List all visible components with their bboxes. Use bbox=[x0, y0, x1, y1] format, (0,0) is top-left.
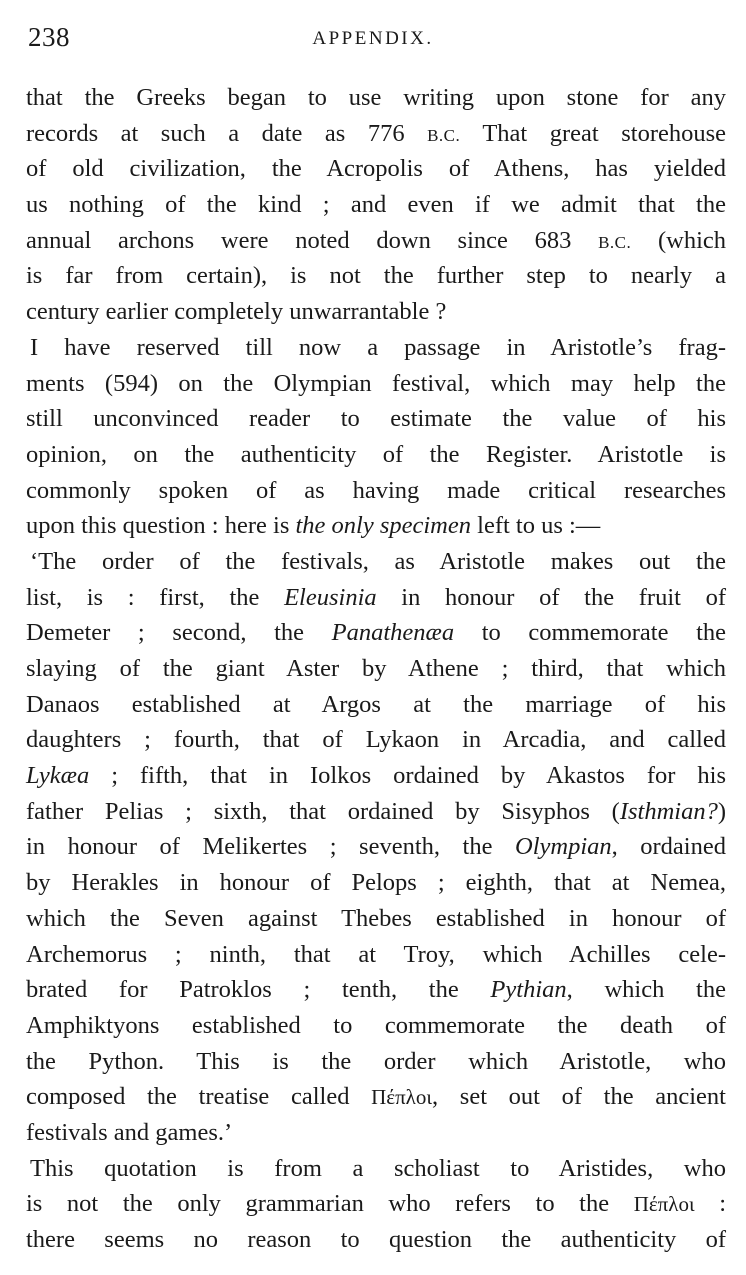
text-line: This quotation is from a scholiast to Aristides, who bbox=[30, 1154, 726, 1182]
text-line: list, is : first, the Eleusinia in honour of the fruit of bbox=[26, 583, 727, 611]
text-line: is not the only grammarian who refers to the Πέπλοι : bbox=[26, 1190, 726, 1218]
text-line: by Herakles in honour of Pelops ; eighth, that at Nemea, bbox=[26, 869, 726, 897]
text-line: father Pelias ; sixth, that ordained by Sisyphos (Isthmian?) bbox=[26, 797, 726, 825]
text-line: records at such a date as 776 B.C. That great storehouse bbox=[26, 119, 727, 147]
text-line: the Python. This is the order which Aristotle, who bbox=[26, 1047, 726, 1075]
festival-name: Eleusinia bbox=[284, 583, 377, 611]
text-line: in honour of Melikertes ; seventh, the Olympian, ordained bbox=[26, 833, 726, 861]
page-header bbox=[0, 22, 746, 62]
text-line: annual archons were noted down since 683 B.C. (which bbox=[26, 226, 726, 254]
text-line: brated for Patroklos ; tenth, the Pythian, which the bbox=[26, 976, 726, 1004]
festival-name: Lykæa bbox=[26, 762, 90, 790]
text-line: Lykæa ; fifth, that in Iolkos ordained by Akastos for his bbox=[26, 762, 726, 790]
festival-name: Pythian bbox=[490, 976, 567, 1004]
text-line: Demeter ; second, the Panathenæa to commemorate the bbox=[26, 619, 727, 647]
text-line: us nothing of the kind ; and even if we admit that the bbox=[26, 191, 726, 219]
text-line: century earlier completely unwarrantable ? bbox=[26, 298, 447, 326]
text-line: upon this question : here is the only specimen left to us :— bbox=[26, 512, 601, 540]
text-line: which the Seven against Thebes established in honour of bbox=[26, 904, 726, 932]
greek-word: Πέπλοι bbox=[371, 1085, 433, 1110]
text-line: Amphiktyons established to commemorate the death of bbox=[26, 1011, 726, 1039]
text-line: ‘The order of the festivals, as Aristotle makes out the bbox=[30, 547, 726, 575]
body-text bbox=[26, 80, 726, 1258]
text-line: composed the treatise called Πέπλοι, set out of the ancient bbox=[26, 1083, 726, 1111]
text-line: is far from certain), is not the further step to nearly a bbox=[26, 262, 726, 290]
text-line: still unconvinced reader to estimate the value of his bbox=[26, 405, 726, 433]
italic-emphasis: the only specimen bbox=[295, 512, 472, 540]
running-head: APPENDIX. bbox=[312, 28, 434, 49]
text-line: daughters ; fourth, that of Lykaon in Arcadia, and called bbox=[26, 726, 726, 754]
text-line: opinion, on the authenticity of the Register. Aristotle is bbox=[26, 440, 726, 468]
text-line: there seems no reason to question the authenticity of bbox=[26, 1226, 726, 1253]
text-line: festivals and games.’ bbox=[26, 1118, 233, 1146]
greek-word: Πέπλοι bbox=[633, 1192, 695, 1217]
text-line: Archemorus ; ninth, that at Troy, which Achilles cele- bbox=[26, 940, 726, 968]
text-line: that the Greeks began to use writing upon stone for any bbox=[26, 84, 726, 111]
festival-name: Olympian bbox=[515, 833, 612, 861]
page-number: 238 bbox=[28, 22, 70, 52]
text-line: slaying of the giant Aster by Athene ; third, that which bbox=[26, 655, 726, 682]
era-abbreviation: B.C. bbox=[427, 125, 461, 145]
festival-name: Panathenæa bbox=[331, 619, 455, 647]
text-line: ments (594) on the Olympian festival, which may help the bbox=[26, 369, 726, 397]
text-line: commonly spoken of as having made critical researches bbox=[26, 476, 726, 504]
text-line: Danaos established at Argos at the marriage of his bbox=[26, 690, 726, 718]
text-line: of old civilization, the Acropolis of Athens, has yielded bbox=[26, 155, 726, 183]
era-abbreviation: B.C. bbox=[598, 232, 632, 252]
festival-name: Isthmian? bbox=[619, 797, 718, 825]
text-line: I have reserved till now a passage in Aristotle’s frag- bbox=[30, 333, 726, 361]
